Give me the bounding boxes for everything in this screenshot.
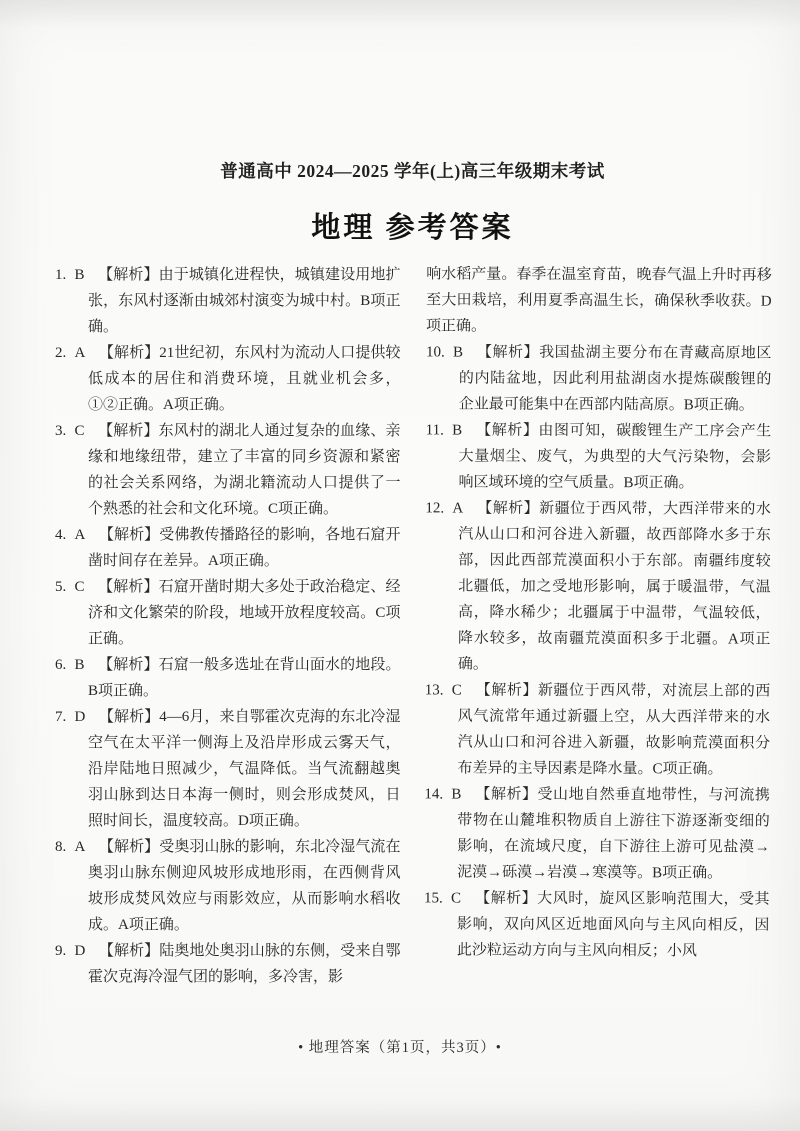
- answer-letter: C: [451, 682, 462, 699]
- question-number: 12.: [424, 500, 444, 517]
- answer-item: [55, 340, 401, 418]
- answer-item: [424, 495, 770, 678]
- question-number: 6.: [55, 657, 67, 673]
- question-number: 15.: [423, 890, 443, 907]
- question-number: 14.: [423, 786, 443, 803]
- explanation-text: 【解析】大风时，旋风区影响范围大，受其影响，双向风区近地面风向与主风向相反，因此沙粒运动方向与主风向相反；小风: [456, 890, 770, 960]
- answer-item: [55, 574, 401, 652]
- explanation-text: 【解析】4—6月，来自鄂霍次克海的东北冷湿空气在太平洋一侧海上及沿岸形成云雾天气，沿岸陆地日照减少，气温降低。当气流翻越奥羽山脉到达日本海一侧时，则会形成焚风，日照时间长，温度较高。D项正确。: [88, 709, 401, 829]
- question-number: 7.: [55, 709, 67, 725]
- explanation-text: 【解析】新疆位于西风带，对流层上部的西风气流常年通过新疆上空，从大西洋带来的水汽从山口和河谷进入新疆，故影响荒漠面积分布差异的主导因素是降水量。C项正确。: [456, 682, 770, 778]
- exam-session-line: 普通高中 2024—2025 学年(上)高三年级期末考试: [220, 161, 605, 181]
- answer-item: [55, 262, 401, 340]
- page-title: 地理 参考答案: [311, 212, 514, 244]
- answer-item: [55, 522, 401, 574]
- answer-letter: B: [452, 344, 463, 361]
- answers-column-right: [423, 261, 771, 990]
- explanation-text: 【解析】由于城镇化进程快，城镇建设用地扩张，东风村逐渐由城郊村演变为城中村。B项正确。: [88, 267, 401, 335]
- answer-letter: B: [74, 657, 85, 673]
- answers-column-left: [55, 262, 401, 990]
- explanation-text: 【解析】我国盐湖主要分布在青藏高原地区的内陆盆地，因此利用盐湖卤水提炼碳酸锂的企业最可能集中在西部内陆高原。B项正确。: [458, 344, 771, 414]
- explanation-text: 【解析】受奥羽山脉的影响，东北冷湿气流在奥羽山脉东侧迎风坡形成地形雨，在西侧背风坡形成焚风效应与雨影效应，从而影响水稻收成。A项正确。: [88, 839, 401, 933]
- answer-continuation-text: 响水稻产量。春季在温室育苗，晚春气温上升时再移至大田栽培，利用夏季高温生长，确保秋季收获。D项正确。: [425, 266, 772, 335]
- explanation-text: 【解析】石窟一般多选址在背山面水的地段。B项正确。: [88, 657, 401, 699]
- question-number: 8.: [55, 839, 67, 855]
- answer-letter: D: [74, 943, 86, 959]
- explanation-text: 【解析】石窟开凿时期大多处于政治稳定、经济和文化繁荣的阶段，地域开放程度较高。C项正确。: [88, 579, 401, 647]
- question-number: 3.: [55, 423, 67, 439]
- answer-letter: B: [451, 422, 462, 439]
- explanation-text: 【解析】21世纪初，东风村为流动人口提供较低成本的居住和消费环境，且就业机会多，①②正确。A项正确。: [88, 345, 401, 413]
- answer-letter: C: [74, 579, 85, 595]
- question-number: 4.: [55, 527, 67, 543]
- question-number: 9.: [55, 943, 67, 959]
- answer-item: [55, 834, 401, 938]
- page-footer: • 地理答案（第1页，共3页）•: [298, 1040, 502, 1056]
- answer-item: [55, 418, 401, 522]
- question-number: 5.: [55, 579, 67, 595]
- question-number: 11.: [425, 422, 444, 439]
- answer-letter: C: [74, 423, 85, 439]
- answer-letter: B: [74, 267, 85, 283]
- answer-letter: A: [451, 500, 463, 517]
- answer-letter: C: [450, 890, 461, 907]
- explanation-text: 【解析】新疆位于西风带，大西洋带来的水汽从山口和河谷进入新疆，故西部降水多于东部，因此西部荒漠面积小于东部。南疆纬度较北疆低，加之受地形影响，属于暖温带，气温高，降水稀少；北疆属于中温带，气温较低，降水较多，故南疆荒漠面积多于北疆。A项正确。: [457, 500, 771, 673]
- answer-item: [423, 885, 769, 964]
- answer-item: [55, 652, 401, 704]
- question-number: 1.: [55, 267, 67, 283]
- answer-item: [424, 677, 770, 782]
- question-number: 2.: [55, 345, 67, 361]
- answer-item: [424, 781, 770, 886]
- answer-letter: D: [74, 709, 86, 725]
- answer-letter: A: [74, 345, 86, 361]
- explanation-text: 【解析】陆奥地处奥羽山脉的东侧，受来自鄂霍次克海冷湿气团的影响，多冷害，影: [88, 943, 401, 985]
- answer-letter: A: [74, 839, 86, 855]
- explanation-text: 【解析】由图可知，碳酸锂生产工序会产生大量烟尘、废气，为典型的大气污染物，会影响区域环境的空气质量。B项正确。: [457, 422, 771, 492]
- answers-columns: [55, 262, 770, 990]
- question-number: 13.: [424, 682, 444, 699]
- answer-item: [425, 417, 771, 496]
- answer-item: [425, 339, 771, 418]
- answer-item: [55, 704, 401, 834]
- explanation-text: 【解析】受佛教传播路径的影响，各地石窟开凿时间存在差异。A项正确。: [88, 527, 401, 569]
- explanation-text: 【解析】受山地自然垂直地带性，与河流携带物在山麓堆积物质自上游往下游逐渐变细的影响，在流域尺度，自下游往上游可见盐漠→泥漠→砾漠→岩漠→寒漠等。B项正确。: [456, 786, 770, 882]
- explanation-text: 【解析】东风村的湖北人通过复杂的血缘、亲缘和地缘纽带，建立了丰富的同乡资源和紧密的社会关系网络，为湖北籍流动人口提供了一个熟悉的社会和文化环境。C项正确。: [88, 423, 401, 517]
- question-number: 10.: [425, 344, 445, 361]
- answer-letter: A: [74, 527, 86, 543]
- answer-item: [55, 938, 401, 990]
- answer-letter: B: [450, 786, 461, 803]
